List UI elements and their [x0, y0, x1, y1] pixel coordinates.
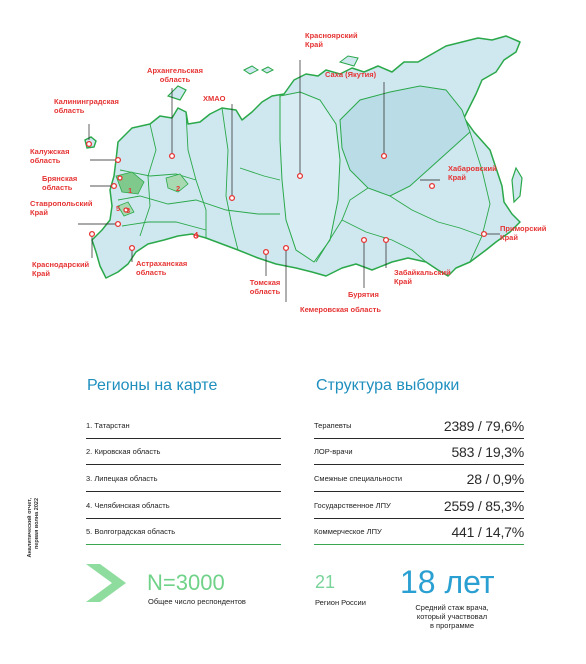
region-row-3 [86, 466, 281, 492]
structure-row-5 [314, 519, 524, 545]
map-label-bryansk: Брянская область [42, 174, 78, 192]
structure-value: 583 / 19,3% [451, 443, 524, 460]
map-number-1: 1 [128, 186, 133, 195]
structure-row-2 [314, 439, 524, 465]
region-label: 3. Липецкая область [86, 474, 158, 483]
regions-heading: Регионы на карте [87, 377, 218, 394]
years-value: 18 лет [400, 564, 495, 600]
map-label-sakha: Саха (Якутия) [325, 70, 377, 79]
structure-row-3 [314, 466, 524, 492]
region-row-1 [86, 413, 281, 439]
structure-value: 28 / 0,9% [466, 470, 524, 487]
map-label-khabarovsk: Хабаровский Край [448, 164, 497, 182]
structure-value: 2559 / 85,3% [443, 497, 524, 514]
regions-count-caption: Регион России [315, 598, 366, 607]
map-number-5: 5 [116, 204, 121, 213]
map-label-tomsk: Томская область [249, 278, 281, 296]
report-sidebar-text: Аналитический отчет, первая волна 2022 [27, 498, 40, 558]
structure-label: Смежные специальности [314, 474, 403, 483]
structure-row-1 [314, 413, 524, 439]
years-caption: Средний стаж врача, который участвовал в программе [415, 603, 489, 630]
region-label: 5. Волгоградская область [86, 527, 176, 536]
map-label-hmao: ХМАО [203, 94, 226, 103]
map-label-krasnoyarsk: Красноярский Край [305, 31, 358, 49]
map-label-kaliningrad: Калининградская область [54, 97, 119, 115]
region-row-5 [86, 519, 281, 545]
regions-count: 21 [315, 572, 336, 592]
structure-value: 441 / 14,7% [451, 523, 524, 540]
structure-label: Коммерческое ЛПУ [314, 527, 382, 536]
structure-value: 2389 / 79,6% [443, 417, 524, 434]
region-label: 4. Челябинская область [86, 501, 170, 510]
region-row-2 [86, 439, 281, 465]
map-label-buryatia: Бурятия [348, 290, 379, 299]
map-label-primorsky: Приморский Край [500, 224, 547, 242]
n-value: N=3000 [147, 570, 225, 595]
map-label-astrakhan: Астраханская область [136, 259, 188, 277]
map-label-kaluga: Калужская область [30, 147, 70, 165]
map-label-stavropol: Ставропольский Край [30, 199, 93, 217]
n-caption: Общее число респондентов [148, 597, 246, 606]
map-number-2: 2 [176, 184, 181, 193]
region-label: 1. Татарстан [86, 421, 130, 430]
map-label-kemerovo: Кемеровская область [300, 305, 381, 314]
structure-label: Государственное ЛПУ [314, 501, 391, 510]
map-label-zabaikalsky: Забайкальский Край [394, 268, 451, 286]
map-number-3: 3 [126, 206, 131, 215]
map-number-4: 4 [194, 230, 199, 239]
chevron-logo-icon [84, 562, 128, 604]
structure-label: Терапевты [314, 421, 352, 430]
structure-label: ЛОР-врачи [314, 447, 353, 456]
map-label-krasnodar: Краснодарский Край [32, 260, 90, 278]
structure-row-4 [314, 493, 524, 519]
region-row-4 [86, 493, 281, 519]
structure-heading: Структура выборки [316, 377, 460, 394]
region-label: 2. Кировская область [86, 447, 161, 456]
map-label-arkhangelsk: Архангельская область [147, 66, 203, 84]
